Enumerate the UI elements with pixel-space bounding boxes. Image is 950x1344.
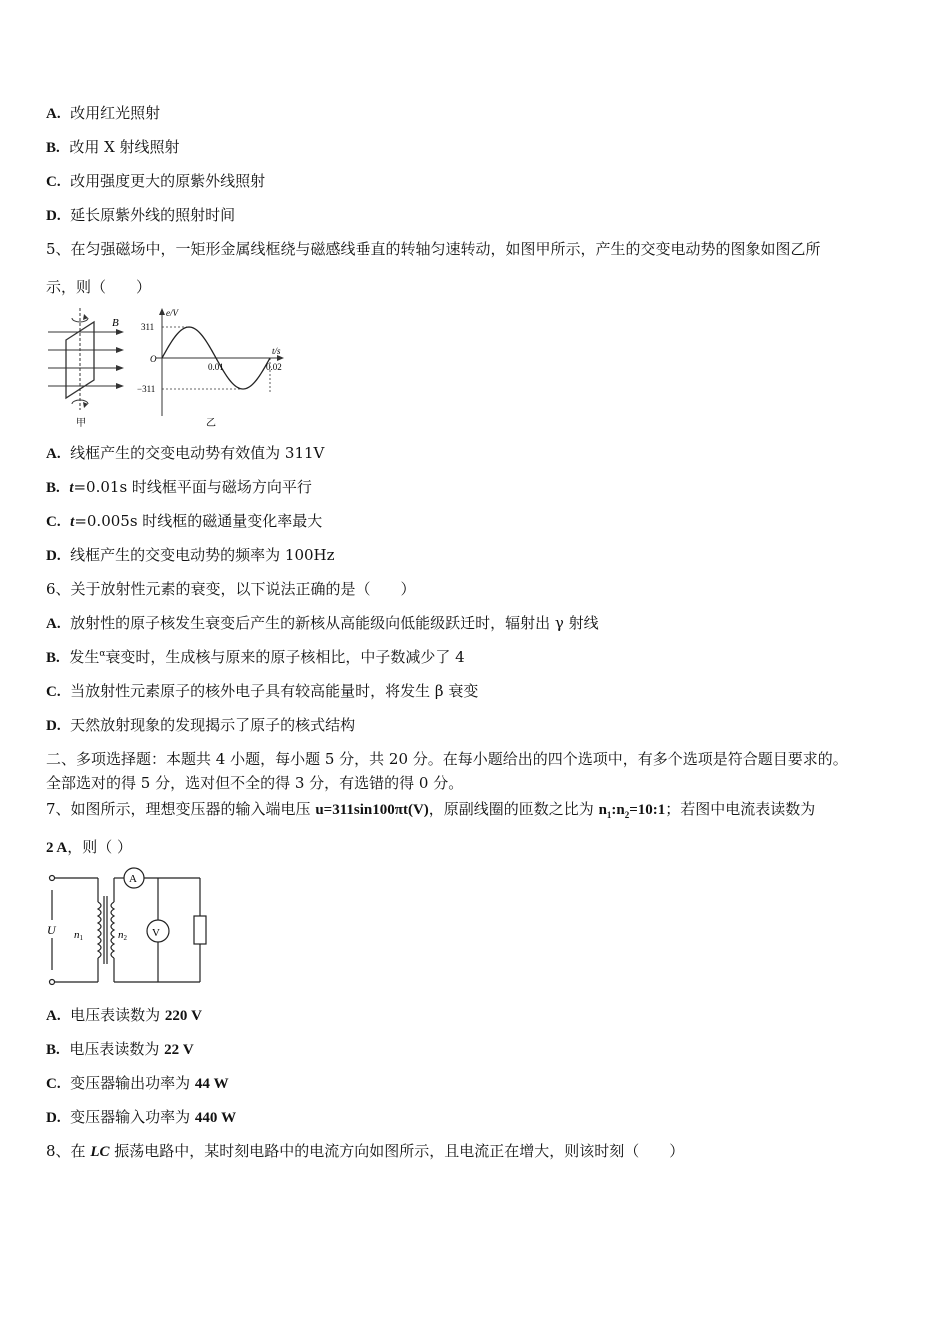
input-voltage-label: U xyxy=(47,923,56,937)
q6-option-c: C. 当放射性元素原子的核外电子具有较高能量时，将发生 β 衰变 xyxy=(46,682,479,700)
q8-stem: 8、在 LC 振荡电路中，某时刻电路中的电流方向如图所示，且电流正在增大，则该时刻（ ） xyxy=(46,1142,685,1160)
q5-stem-line2: 示，则（ ） xyxy=(46,278,152,296)
figure-yi-caption: 乙 xyxy=(206,418,216,429)
figure-jia-rotating-coil xyxy=(46,306,136,430)
x-tick-label-2: 0.02 xyxy=(266,362,282,372)
q7-stem-line2: 2 A，则（ ） xyxy=(46,838,133,856)
figure-transformer-circuit xyxy=(44,866,214,990)
q5-option-c: C. t=0.005s 时线框的磁通量变化率最大 xyxy=(46,512,323,530)
section2-heading-line2: 全部选对的得 5 分，选对但不全的得 3 分，有选错的得 0 分。 xyxy=(46,774,464,792)
q6-stem: 6、关于放射性元素的衰变，以下说法正确的是（ ） xyxy=(46,580,416,598)
q7-option-a: A. 电压表读数为 220 V xyxy=(46,1006,203,1024)
x-axis-label: t/s xyxy=(272,346,281,356)
q5-option-a: A. 线框产生的交变电动势有效值为 311V xyxy=(46,444,325,462)
q4-option-a: A. 改用红光照射 xyxy=(46,104,161,122)
q7-option-d: D. 变压器输入功率为 440 W xyxy=(46,1108,237,1126)
origin-label: O xyxy=(150,354,157,364)
q6-option-b: B. 发生$^\alpha$衰变时，生成核与原来的原子核相比，中子数减少了 4 xyxy=(46,648,465,666)
figure-yi-emf-chart xyxy=(136,306,286,430)
field-label-b: B xyxy=(112,317,119,329)
q5-option-d: D. 线框产生的交变电动势的频率为 100Hz xyxy=(46,546,335,564)
y-min-tick-label: −311 xyxy=(137,384,156,394)
q7-stem-line1: 7、如图所示，理想变压器的输入端电压 u=311sin100πt(V)，原副线圈的匝数之比为 $n_1:n_2=10:1$；若图中电流表读数为 xyxy=(46,800,816,820)
section2-heading-line1: 二、多项选择题：本题共 4 小题，每小题 5 分，共 20 分。在每小题给出的四个选项中，有多个选项是符合题目要求的。 xyxy=(46,750,848,768)
y-axis-label: e/V xyxy=(166,308,178,318)
q6-option-a: A. 放射性的原子核发生衰变后产生的新核从高能级向低能级跃迁时，辐射出 γ 射线 xyxy=(46,614,599,632)
q4-option-b: B. 改用 X 射线照射 xyxy=(46,138,180,156)
ammeter-label: A xyxy=(129,873,137,885)
q6-option-d: D. 天然放射现象的发现揭示了原子的核式结构 xyxy=(46,716,356,734)
n2-label: n2 xyxy=(118,929,127,942)
n1-label: n1 xyxy=(74,929,83,942)
figure-jia-caption: 甲 xyxy=(76,418,86,429)
q4-option-d: D. 延长原紫外线的照射时间 xyxy=(46,206,236,224)
q7-option-b: B. 电压表读数为 22 V xyxy=(46,1040,194,1058)
voltmeter-label: V xyxy=(152,927,160,939)
x-tick-label-1: 0.01 xyxy=(208,362,224,372)
q4-option-c: C. 改用强度更大的原紫外线照射 xyxy=(46,172,266,190)
q5-stem-line1: 5、在匀强磁场中，一矩形金属线框绕与磁感线垂直的转轴匀速转动，如图甲所示，产生的交变电动势的图象如图乙所 xyxy=(46,240,821,258)
y-max-tick-label: 311 xyxy=(141,322,155,332)
q5-option-b: B. t=0.01s 时线框平面与磁场方向平行 xyxy=(46,478,312,496)
q7-option-c: C. 变压器输出功率为 44 W xyxy=(46,1074,229,1092)
